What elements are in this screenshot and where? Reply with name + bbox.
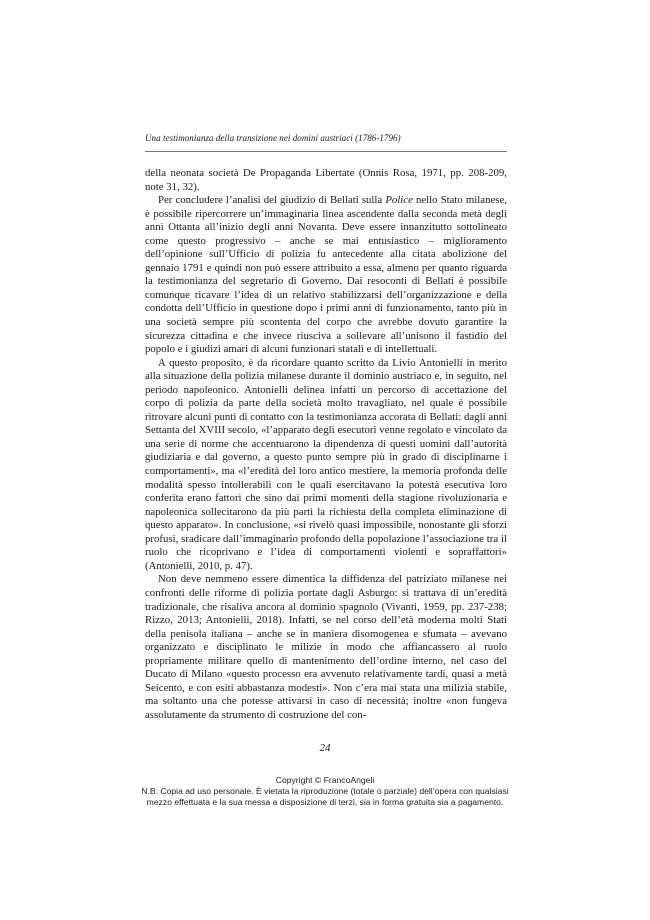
paragraph-2-text-b: nello Stato milanese, è possibile ripercorrere un’immaginaria linea ascendente dalla seconda metà degli anni Ottanta all’inizio degli anni Novanta. Deve essere innanzitutto sottolineato come questo progressivo – anche se mai entusiastico – miglioramento dell’opinione sull’Ufficio di polizia fu antecedente alla citata abolizione del gennaio 1791 e quindi non può essere attribuito a essa, almeno per quanto riguarda la testimonianza del segretario di Governo. Dai resoconti di Bellati è possibile comunque ricavare l’idea di un relativo stabilizzarsi dell’organizzazione e della condotta dell’Ufficio in questione dopo i primi anni di funzionamento, tanto più in una società sempre più scontenta del corpo che avrebbe dovuto garantire la sicurezza cittadina e che invece riusciva a sollevare all’unisono il fastidio del popolo e i giudizi amari di alcuni funzionari statali e di intellettuali.: [145, 194, 507, 356]
page-number: 24: [319, 742, 331, 754]
paragraph-2: [145, 194, 507, 357]
copyright-notice-line-1: N.B: Copia ad uso personale. È vietata la riproduzione (totale o parziale) dell’opera con qualsiasi: [141, 786, 509, 797]
body-text: [145, 167, 507, 722]
running-title: Una testimonianza della transizione nei domini austriaci (1786-1796): [145, 133, 401, 143]
copyright-notice-line-2: mezzo effettuata e la sua messa a disposizione di terzi, sia in forma gratuita sia a pagamento.: [146, 797, 504, 808]
paragraph-4: Non deve nemmeno essere dimentica la diffidenza del patriziato milanese nei confronti delle riforme di polizia portate dagli Asburgo: si trattava di un’eredità tradizionale, che risaliva ancora al dominio spagnolo (Vivanti, 1959, pp. 237-238; Rizzo, 2013; Antonielli, 2018). Infatti, se nel corso dell’età moderna molti Stati della penisola italiana – anche se in maniera disomogenea e sfumata – avevano organizzato e disciplinato le milizie in modo che affiancassero al ruolo propriamente militare quello di mantenimento dell’ordine interno, nel caso del Ducato di Milano «questo processo era avvenuto relativamente tardi, quasi a metà Seicento, e con esiti abbastanza modesti». Non c’era mai stata una milizia stabile, ma soltanto una che potesse attivarsi in caso di necessità; inoltre «non fungeva assolutamente da strumento di costruzione del con-: [145, 573, 507, 721]
paragraph-3: A questo proposito, è da ricordare quanto scritto da Livio Antonielli in merito alla situazione della polizia milanese durante il dominio austriaco e, in seguito, nel periodo napoleonico. Antonielli delinea infatti un percorso di accettazione del corpo di polizia da parte della società molto travagliato, nel quale è possibile ritrovare alcuni punti di contatto con la testimonianza accorata di Bellati: dagli anni Settanta del XVIII secolo, «l’apparato degli esecutori venne regolato e vincolato da una serie di norme che accentuarono la dipendenza di questi uomini dall’autorità giudiziaria e dal governo, a questo punto sempre più in grado di disciplinarne i comportamenti», ma «l’eredità del loro antico mestiere, la memoria profonda delle modalità spesso intollerabili con le quali esercitavano la potestà esecutiva loro conferita erano fattori che sino dai primi momenti della stagione rivoluzionaria e napoleonica sollecitarono da più parti la richiesta della completa eliminazione di questo apparato». In conclusione, «si rivelò quasi impossibile, nonostante gli sforzi profusi, sradicare dall’immaginario profondo della popolazione l’associazione tra il ruolo che ricoprivano e l’idea di comportamenti violenti e sopraffattori» (Antonielli, 2010, p. 47).: [145, 356, 507, 572]
header-rule: [145, 151, 507, 152]
paragraph-2-text-a: Per concludere l’analisi del giudizio di Bellati sulla: [158, 194, 386, 207]
copyright-line: Copyright © FrancoAngeli: [275, 775, 375, 785]
paragraph-1: della neonata società De Propaganda Libertate (Onnis Rosa, 1971, pp. 208-209, note 31, 32).: [145, 167, 507, 193]
paragraph-2-italic-term: Police: [385, 194, 413, 207]
copyright-footer: [0, 775, 650, 809]
